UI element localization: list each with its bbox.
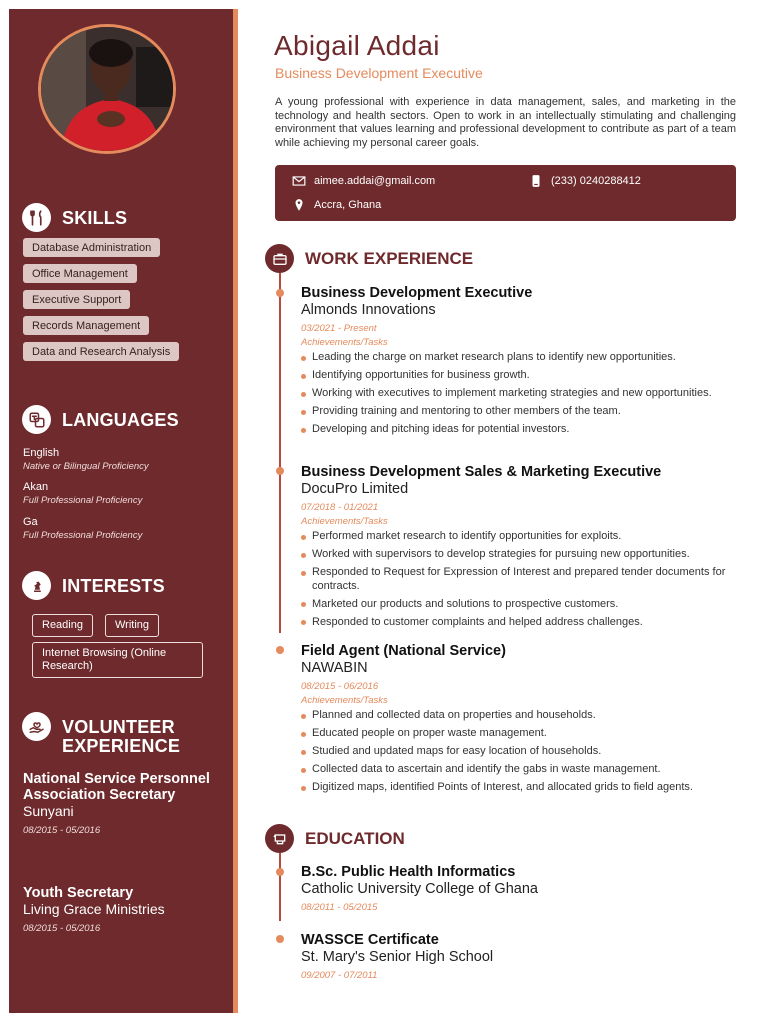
job-entry	[301, 285, 741, 441]
tasks-label: Achievements/Tasks	[301, 337, 388, 348]
task-item: Leading the charge on market research plans to identify new opportunities.	[301, 351, 741, 365]
language-item	[23, 447, 149, 472]
graduation-cap-icon	[265, 824, 294, 853]
task-list	[301, 709, 741, 795]
languages-title: LANGUAGES	[62, 409, 179, 430]
school: St. Mary's Senior High School	[301, 949, 494, 965]
email-text[interactable]: aimee.addai@gmail.com	[314, 175, 436, 187]
contact-phone[interactable]	[529, 174, 641, 188]
degree: B.Sc. Public Health Informatics	[301, 864, 516, 880]
task-item: Responded to customer complaints and helped address challenges.	[301, 616, 741, 630]
location-text: Accra, Ghana	[314, 199, 382, 211]
skills-list	[23, 238, 179, 368]
skill-chip: Executive Support	[23, 290, 130, 309]
volunteer-org: Living Grace Ministries	[23, 901, 165, 917]
task-list	[301, 530, 741, 629]
job-entry	[301, 464, 741, 634]
task-item: Worked with supervisors to develop strategies for pursuing new opportunities.	[301, 548, 741, 562]
education-entry	[301, 864, 538, 913]
briefcase-icon	[265, 244, 294, 273]
language-item	[23, 481, 142, 506]
work-timeline-line	[279, 273, 281, 633]
chess-piece-icon	[22, 571, 51, 600]
language-name: English	[23, 447, 60, 459]
interest-tag: Internet Browsing (Online Research)	[32, 642, 203, 678]
education-timeline-line	[279, 853, 281, 921]
contact-box	[275, 165, 736, 221]
language-level: Full Professional Proficiency	[23, 530, 143, 541]
job-title: Field Agent (National Service)	[301, 643, 506, 659]
hands-heart-icon	[22, 712, 51, 741]
education-title: EDUCATION	[305, 828, 405, 848]
job-entry	[301, 643, 741, 799]
tools-icon	[22, 203, 51, 232]
interest-tag: Writing	[105, 614, 159, 637]
profile-photo	[38, 24, 176, 154]
task-item: Educated people on proper waste management.	[301, 727, 741, 741]
work-title: WORK EXPERIENCE	[305, 248, 474, 268]
volunteer-dates: 08/2015 - 05/2016	[23, 825, 101, 836]
timeline-dot	[276, 646, 284, 654]
job-dates: 08/2015 - 06/2016	[301, 681, 379, 692]
volunteer-title-line1: VOLUNTEER	[62, 717, 175, 737]
timeline-dot	[276, 289, 284, 297]
task-item: Planned and collected data on properties and households.	[301, 709, 741, 723]
envelope-icon	[292, 174, 306, 188]
job-dates: 03/2021 - Present	[301, 323, 377, 334]
timeline-dot	[276, 868, 284, 876]
job-company: NAWABIN	[301, 660, 368, 676]
language-item	[23, 516, 142, 541]
volunteer-item	[23, 885, 213, 934]
sidebar-accent-stripe	[233, 9, 238, 1013]
job-headline: Business Development Executive	[275, 65, 483, 81]
tasks-label: Achievements/Tasks	[301, 516, 388, 527]
education-entry	[301, 932, 493, 981]
volunteer-section-header	[22, 712, 180, 755]
language-level: Full Professional Proficiency	[23, 495, 143, 506]
timeline-gap	[279, 673, 281, 803]
language-name: Akan	[23, 481, 49, 493]
translate-icon	[22, 405, 51, 434]
volunteer-title-line2: EXPERIENCE	[62, 736, 181, 756]
job-company: DocuPro Limited	[301, 481, 409, 497]
location-pin-icon	[292, 198, 306, 212]
task-item: Developing and pitching ideas for potential investors.	[301, 423, 741, 437]
skill-chip: Office Management	[23, 264, 137, 283]
task-item: Collected data to ascertain and identify the gabs in waste management.	[301, 763, 741, 777]
skill-chip: Database Administration	[23, 238, 160, 257]
task-item: Working with executives to implement marketing strategies and new opportunities.	[301, 387, 741, 401]
language-name: Ga	[23, 516, 38, 528]
work-section-header	[265, 244, 473, 273]
contact-email[interactable]	[292, 174, 435, 188]
volunteer-role: National Service Personnel Association Secretary	[23, 771, 210, 803]
job-title: Business Development Executive	[301, 285, 533, 301]
school: Catholic University College of Ghana	[301, 881, 538, 897]
skills-title: SKILLS	[62, 207, 128, 228]
contact-location	[292, 198, 381, 212]
person-name: Abigail Addai	[274, 30, 440, 61]
timeline-dot	[276, 467, 284, 475]
language-level: Native or Bilingual Proficiency	[23, 461, 149, 472]
task-list	[301, 351, 741, 437]
volunteer-item	[23, 771, 213, 836]
education-dates: 09/2007 - 07/2011	[301, 970, 378, 981]
interests-title: INTERESTS	[62, 575, 165, 596]
job-dates: 07/2018 - 01/2021	[301, 502, 379, 513]
education-section-header	[265, 824, 405, 853]
volunteer-dates: 08/2015 - 05/2016	[23, 923, 101, 934]
sidebar	[9, 9, 233, 1013]
phone-icon	[529, 174, 543, 188]
skills-section-header	[22, 203, 127, 232]
task-item: Responded to Request for Expression of Interest and prepared tender documents for contracts.	[301, 566, 741, 593]
phone-text[interactable]: (233) 0240288412	[551, 175, 641, 187]
task-item: Studied and updated maps for easy location of households.	[301, 745, 741, 759]
job-title: Business Development Sales & Marketing Executive	[301, 464, 662, 480]
interests-section-header	[22, 571, 165, 600]
task-item: Providing training and mentoring to other members of the team.	[301, 405, 741, 419]
languages-section-header	[22, 405, 179, 434]
task-item: Identifying opportunities for business growth.	[301, 369, 741, 383]
task-item: Digitized maps, identified Points of Interest, and allocated grids to field agents.	[301, 781, 741, 795]
task-item: Performed market research to identify opportunities for exploits.	[301, 530, 741, 544]
tasks-label: Achievements/Tasks	[301, 695, 388, 706]
skill-chip: Data and Research Analysis	[23, 342, 179, 361]
degree: WASSCE Certificate	[301, 932, 439, 948]
volunteer-role: Youth Secretary	[23, 885, 134, 901]
timeline-dot	[276, 935, 284, 943]
education-dates: 08/2011 - 05/2015	[301, 902, 378, 913]
volunteer-org: Sunyani	[23, 803, 74, 819]
profile-summary: A young professional with experience in data management, sales, and marketing in the technology and health sectors. Open to work in an intellectually stimulating and challenging environment that values learning and professional development to contribute as part of a team while achieving my personal career goals.	[275, 96, 736, 149]
task-item: Marketed our products and solutions to prospective customers.	[301, 598, 741, 612]
job-company: Almonds Innovations	[301, 302, 436, 318]
interest-tag: Reading	[32, 614, 93, 637]
skill-chip: Records Management	[23, 316, 149, 335]
